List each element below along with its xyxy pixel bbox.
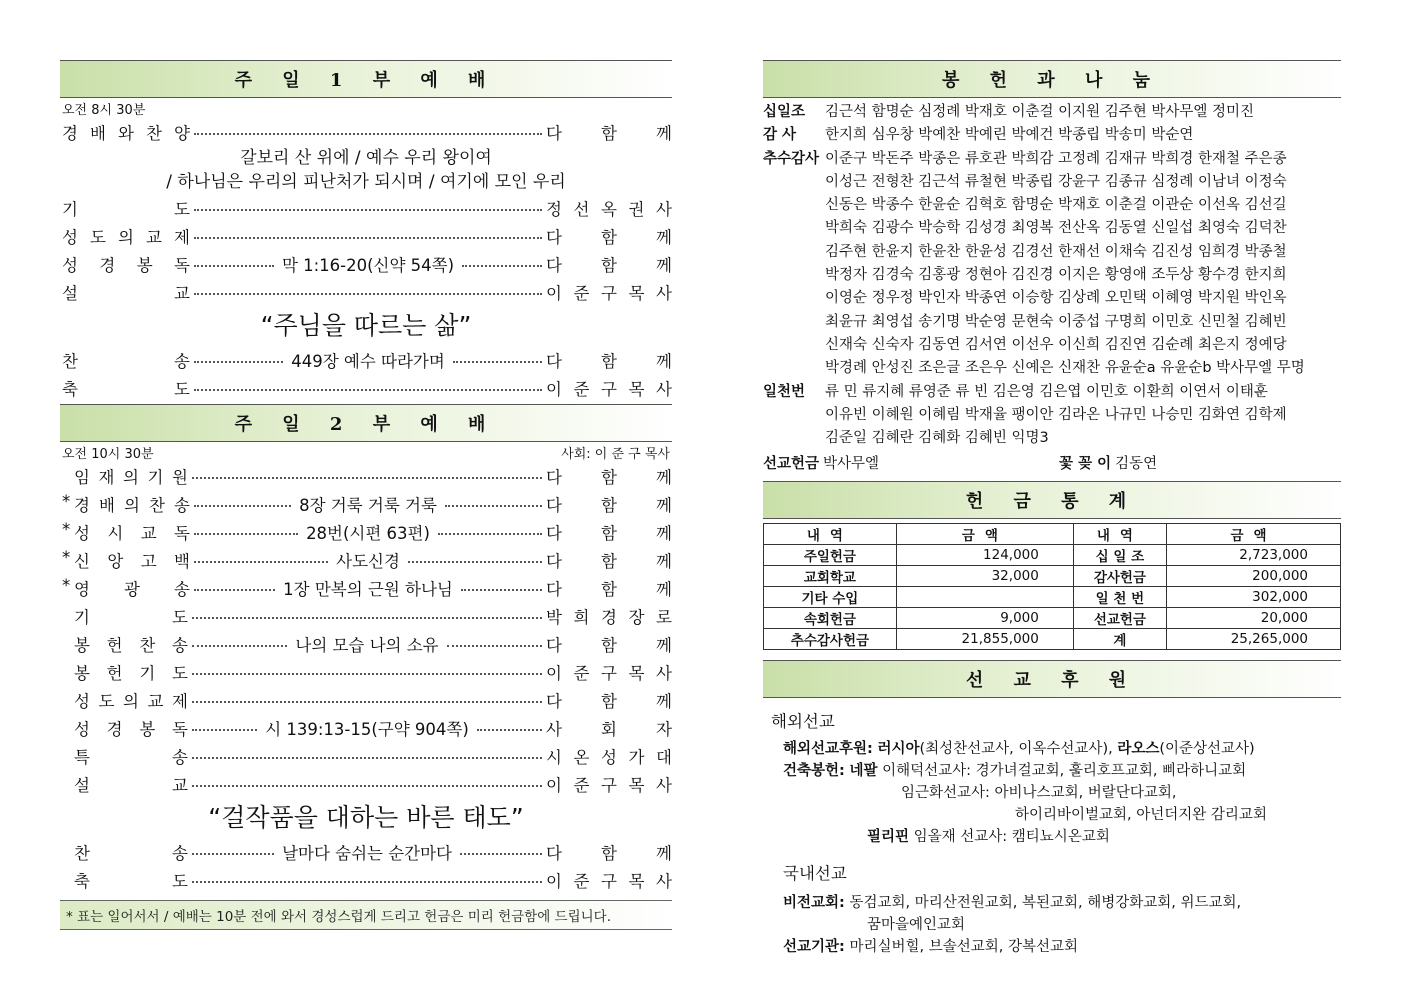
nepal-churches-3: 하이리바이벌교회, 아넌더지완 감리교회 <box>1015 806 1267 823</box>
stats-item: 일 천 번 <box>1073 586 1166 607</box>
stats-amount: 9,000 <box>896 607 1073 628</box>
right-panel <box>763 60 1341 958</box>
order-row <box>60 222 672 250</box>
stats-item: 추수감사헌금 <box>764 628 897 649</box>
stats-amount: 20,000 <box>1166 607 1340 628</box>
nepal-churches-2: 임근화선교사: 아비나스교회, 버랄단다교회, <box>901 784 1177 801</box>
order-row <box>60 346 672 374</box>
donor-line: 이성근 전형찬 김근석 류철현 박종립 강윤구 김종규 심정례 이남녀 이정숙 <box>825 173 1287 190</box>
order-row <box>60 250 672 278</box>
stats-amount: 2,723,000 <box>1166 544 1340 565</box>
order-label: 찬 송 <box>74 844 188 863</box>
building-line <box>783 760 1341 782</box>
stats-header-row <box>764 523 1341 544</box>
donor-line: 류 민 류지혜 류영준 류 빈 김은영 김은엽 이민호 이환희 이연서 이태훈 <box>825 383 1268 400</box>
order-row <box>60 742 672 770</box>
order-person: 정 선 옥 권 사 <box>546 200 672 219</box>
order-label: 성 경 봉 독 <box>62 256 190 275</box>
order-leader <box>188 755 546 757</box>
stats-item: 십 일 조 <box>1073 544 1166 565</box>
stats-item: 속회헌금 <box>764 607 897 628</box>
philippines-church: 임올재 선교사: 캠티뇨시온교회 <box>913 828 1110 845</box>
order-person: 이 준 구 목 사 <box>546 872 672 891</box>
order-row <box>60 658 672 686</box>
missions-header: 선 교 후 원 <box>763 660 1341 698</box>
order-leader <box>188 716 546 740</box>
order-person: 다 함 께 <box>546 256 672 275</box>
donor-line: 이준구 박돈주 박종은 류호관 박희감 고정례 김재규 박희경 한재철 주은종 <box>825 150 1287 167</box>
order-leader <box>188 671 546 673</box>
stats-item: 기타 수입 <box>764 586 897 607</box>
standing-mark: * <box>62 548 71 567</box>
order-detail: 날마다 숨쉬는 순간마다 <box>282 844 452 863</box>
overseas-support-line <box>783 738 1341 760</box>
mission-offering-name: 박사무엘 <box>823 456 880 473</box>
donor-line: 이유빈 이혜원 이혜림 박재율 팽이안 김라온 나규민 나승민 김화연 김학제 <box>825 406 1287 423</box>
service2-sermon-title: “걸작품을 대하는 바른 태도” <box>208 803 524 832</box>
offering-list <box>763 101 1341 450</box>
order-label: 찬 송 <box>62 352 190 371</box>
stats-item: 주일헌금 <box>764 544 897 565</box>
overseas-support-label: 해외선교후원: <box>783 740 873 757</box>
service2-time: 오전 10시 30분 <box>62 447 154 462</box>
philippines-label: 필리핀 <box>867 828 910 845</box>
order-leader <box>188 699 546 701</box>
order-leader <box>190 576 546 600</box>
order-label: 성 도 의 교 제 <box>62 228 190 247</box>
order-label: 기 도 <box>74 608 188 627</box>
order-label: 성 도 의 교 제 <box>74 692 188 711</box>
donor-line: 김근석 함명순 심정례 박재호 이춘걸 이지원 김주현 박사무엘 정미진 <box>825 104 1255 120</box>
order-leader <box>190 131 546 133</box>
offering-group <box>763 148 1341 381</box>
service1-order-mid <box>60 194 672 306</box>
order-row <box>60 770 672 798</box>
order-row <box>60 686 672 714</box>
offering-stats-table <box>763 523 1341 650</box>
order-person: 이 준 구 목 사 <box>546 284 672 303</box>
offering-group-names <box>825 101 1341 124</box>
order-label: 임 재 의 기 원 <box>74 468 188 487</box>
order-label: 축 도 <box>74 872 188 891</box>
order-person: 다 함 께 <box>546 636 672 655</box>
offering-group-names <box>825 124 1341 147</box>
offering-group <box>763 124 1341 147</box>
order-row <box>60 714 672 742</box>
order-person: 사 회 자 <box>546 720 672 739</box>
order-row <box>60 838 672 866</box>
laos-label: 라오스 <box>1117 740 1160 757</box>
order-detail: 1장 만복의 근원 하나님 <box>283 580 453 599</box>
order-person: 다 함 께 <box>546 692 672 711</box>
flower-name: 김동연 <box>1115 456 1158 473</box>
order-person: 다 함 께 <box>546 580 672 599</box>
offering-group-label: 일천번 <box>763 383 806 400</box>
order-label: 축 도 <box>62 380 190 399</box>
offering-header: 봉 헌 과 나 눔 <box>763 60 1341 98</box>
order-leader <box>190 548 546 572</box>
service2-order-end <box>60 838 672 894</box>
order-person: 다 함 께 <box>546 844 672 863</box>
laos-missionary: (이준상선교사) <box>1159 740 1255 757</box>
order-label: 경 배 의 찬 송 <box>74 496 190 515</box>
order-person: 다 함 께 <box>546 352 672 371</box>
service2-time-row <box>60 442 672 462</box>
stats-item: 계 <box>1073 628 1166 649</box>
offering-group <box>763 101 1341 124</box>
order-row <box>60 602 672 630</box>
order-leader <box>188 475 546 477</box>
philippines-line <box>867 826 1341 848</box>
offering-group <box>763 381 1341 451</box>
service1-sermon-title: “주님을 따르는 삶” <box>260 311 472 340</box>
order-label: 설 교 <box>74 776 188 795</box>
order-label: 성 경 봉 독 <box>74 720 188 739</box>
order-label: 특 송 <box>74 748 188 767</box>
mission-offering-label: 선교헌금 <box>763 456 820 473</box>
stats-amount <box>896 586 1073 607</box>
order-leader <box>188 783 546 785</box>
order-row <box>60 462 672 490</box>
order-row <box>60 518 672 546</box>
offering-group-label: 추수감사 <box>763 150 820 167</box>
service1-order-top <box>60 118 672 146</box>
service1-time-row <box>60 98 672 118</box>
order-leader <box>190 235 546 237</box>
order-person: 다 함 께 <box>546 496 672 515</box>
order-label: 신 앙 고 백 <box>74 552 190 571</box>
order-row <box>60 490 672 518</box>
order-leader <box>190 207 546 209</box>
order-detail: 28번(시편 63편) <box>306 524 430 543</box>
order-person: 다 함 께 <box>546 124 672 143</box>
building-label: 건축봉헌: <box>783 762 845 779</box>
stats-col-amount: 금액 <box>1166 523 1340 544</box>
donor-line: 한지희 심우창 박예찬 박예린 박예건 박종립 박송미 박순연 <box>825 127 1194 144</box>
order-label: 영 광 송 <box>74 580 190 599</box>
stats-amount: 25,265,000 <box>1166 628 1340 649</box>
order-label: 설 교 <box>62 284 190 303</box>
order-person: 시 온 성 가 대 <box>546 748 672 767</box>
order-row <box>60 546 672 574</box>
stats-item: 교회학교 <box>764 565 897 586</box>
stats-amount: 200,000 <box>1166 565 1340 586</box>
donor-line: 이영순 정우정 박인자 박종연 이승항 김상례 오민택 이혜영 박지원 박인옥 <box>825 290 1287 307</box>
stats-amount: 21,855,000 <box>896 628 1073 649</box>
russia-label: 러시아 <box>877 740 920 757</box>
missions-body <box>763 708 1341 958</box>
order-detail: 449장 예수 따라가며 <box>291 352 445 371</box>
stats-amount: 124,000 <box>896 544 1073 565</box>
mission-org-line <box>783 936 1341 958</box>
order-leader <box>190 520 546 544</box>
russia-missionaries: (최성찬선교사, 이옥수선교사), <box>919 740 1113 757</box>
order-person: 다 함 께 <box>546 524 672 543</box>
standing-mark: * <box>62 492 71 511</box>
stats-amount: 32,000 <box>896 565 1073 586</box>
service1-order-end <box>60 346 672 402</box>
order-detail: 막 1:16-20(신약 54쪽) <box>281 256 455 275</box>
order-row <box>60 374 672 402</box>
service1-time: 오전 8시 30분 <box>62 103 146 118</box>
stats-col-item: 내역 <box>1073 523 1166 544</box>
nepal-label: 네팔 <box>849 762 878 779</box>
order-person: 다 함 께 <box>546 552 672 571</box>
lyric-line-1: 갈보리 산 위에 / 예수 우리 왕이여 <box>240 148 492 168</box>
stats-item: 선교헌금 <box>1073 607 1166 628</box>
order-label: 봉 헌 기 도 <box>74 664 188 683</box>
donor-line: 김주현 한윤지 한윤찬 한윤성 김경선 한재선 이채숙 김진성 임희경 박종철 <box>825 243 1287 260</box>
order-person: 이 준 구 목 사 <box>546 380 672 399</box>
offering-group-names <box>825 381 1341 451</box>
order-row <box>60 866 672 894</box>
order-row <box>60 574 672 602</box>
offering-group-names <box>825 148 1341 381</box>
donor-line: 박희숙 김광수 박승학 김성경 최영복 전산옥 김동열 신일섭 최영숙 김덕찬 <box>825 220 1287 237</box>
order-detail: 시 139:13-15(구약 904쪽) <box>265 720 469 739</box>
service2-header: 주 일 2 부 예 배 <box>60 404 672 442</box>
left-panel <box>60 60 672 930</box>
offering-group-label: 십일조 <box>763 104 806 120</box>
order-row <box>60 278 672 306</box>
order-label: 봉 헌 찬 송 <box>74 636 188 655</box>
stats-header: 헌 금 통 계 <box>763 481 1341 519</box>
stats-row <box>764 544 1341 565</box>
order-label: 성 시 교 독 <box>74 524 190 543</box>
order-leader <box>190 387 546 389</box>
vision-church-label: 비전교회: <box>783 894 845 911</box>
order-detail: 나의 모습 나의 소유 <box>295 636 439 655</box>
donor-line: 박경례 안성진 조은글 조은우 신예은 신재찬 유윤순a 유윤순b 박사무엘 무명 <box>825 360 1305 377</box>
order-label: 기 도 <box>62 200 190 219</box>
service-note: * 표는 일어서서 / 예배는 10분 전에 와서 경성스럽게 드리고 헌금은 미리 헌금함에 드립니다. <box>60 900 672 930</box>
stats-amount: 302,000 <box>1166 586 1340 607</box>
lyric-line-2: / 하나님은 우리의 피난처가 되시며 / 여기에 모인 우리 <box>166 172 566 192</box>
standing-mark: * <box>62 576 71 595</box>
order-leader <box>190 348 546 372</box>
order-detail: 8장 거룩 거룩 거룩 <box>299 496 437 515</box>
domestic-title: 국내선교 <box>783 863 847 883</box>
donor-line: 김준일 김혜란 김혜화 김혜빈 익명3 <box>825 430 1049 447</box>
stats-row <box>764 628 1341 649</box>
overseas-title: 해외선교 <box>771 711 835 731</box>
stats-row <box>764 586 1341 607</box>
stats-item: 감사헌금 <box>1073 565 1166 586</box>
standing-mark: * <box>62 520 71 539</box>
donor-line: 박정자 김경숙 김홍광 정현아 김진경 이지은 황영애 조두상 황수경 한지희 <box>825 267 1287 284</box>
mission-orgs: 마리실버힐, 브솔선교회, 강복선교회 <box>849 938 1078 955</box>
order-leader <box>188 840 546 864</box>
order-leader <box>190 291 546 293</box>
order-person: 이 준 구 목 사 <box>546 776 672 795</box>
order-leader <box>188 615 546 617</box>
offering-extra <box>763 453 1341 476</box>
stats-col-amount: 금액 <box>896 523 1073 544</box>
order-label: 경 배 와 찬 양 <box>62 124 190 143</box>
donor-line: 신동은 박종수 한윤순 김혁호 함명순 박재호 이춘걸 이관순 이선옥 김선길 <box>825 197 1287 214</box>
order-person: 다 함 께 <box>546 228 672 247</box>
order-detail: 사도신경 <box>336 552 400 571</box>
order-person: 이 준 구 목 사 <box>546 664 672 683</box>
order-leader <box>190 492 546 516</box>
offering-group-label: 감 사 <box>763 127 797 144</box>
mission-org-label: 선교기관: <box>783 938 845 955</box>
order-leader <box>188 879 546 881</box>
order-person: 박 희 경 장 로 <box>546 608 672 627</box>
stats-row <box>764 565 1341 586</box>
service1-header: 주 일 1 부 예 배 <box>60 60 672 98</box>
order-row <box>60 630 672 658</box>
nepal-churches-1: 이해덕선교사: 경가녀걸교회, 훌리호프교회, 삐라하니교회 <box>882 762 1247 779</box>
donor-line: 신재숙 신숙자 김동연 김서연 이선우 이신희 김진연 김순례 최은지 정예당 <box>825 336 1287 353</box>
flower-label: 꽃 꽂 이 <box>1059 456 1112 473</box>
vision-churches-2: 꿈마을예인교회 <box>867 916 966 933</box>
order-leader <box>190 252 546 276</box>
vision-church-line <box>783 892 1341 914</box>
order-row <box>60 118 672 146</box>
order-row <box>60 194 672 222</box>
stats-col-item: 내역 <box>764 523 897 544</box>
order-person: 다 함 께 <box>546 468 672 487</box>
order-leader <box>188 632 546 656</box>
vision-churches: 동검교회, 마리산전원교회, 복된교회, 해병강화교회, 위드교회, <box>849 894 1242 911</box>
donor-line: 최윤규 최영섭 송기명 박순영 문현숙 이중섭 구명희 이민호 신민철 김혜빈 <box>825 313 1287 330</box>
stats-row <box>764 607 1341 628</box>
service2-host: 사회: 이 준 구 목사 <box>561 447 670 462</box>
service2-order-top <box>60 462 672 798</box>
